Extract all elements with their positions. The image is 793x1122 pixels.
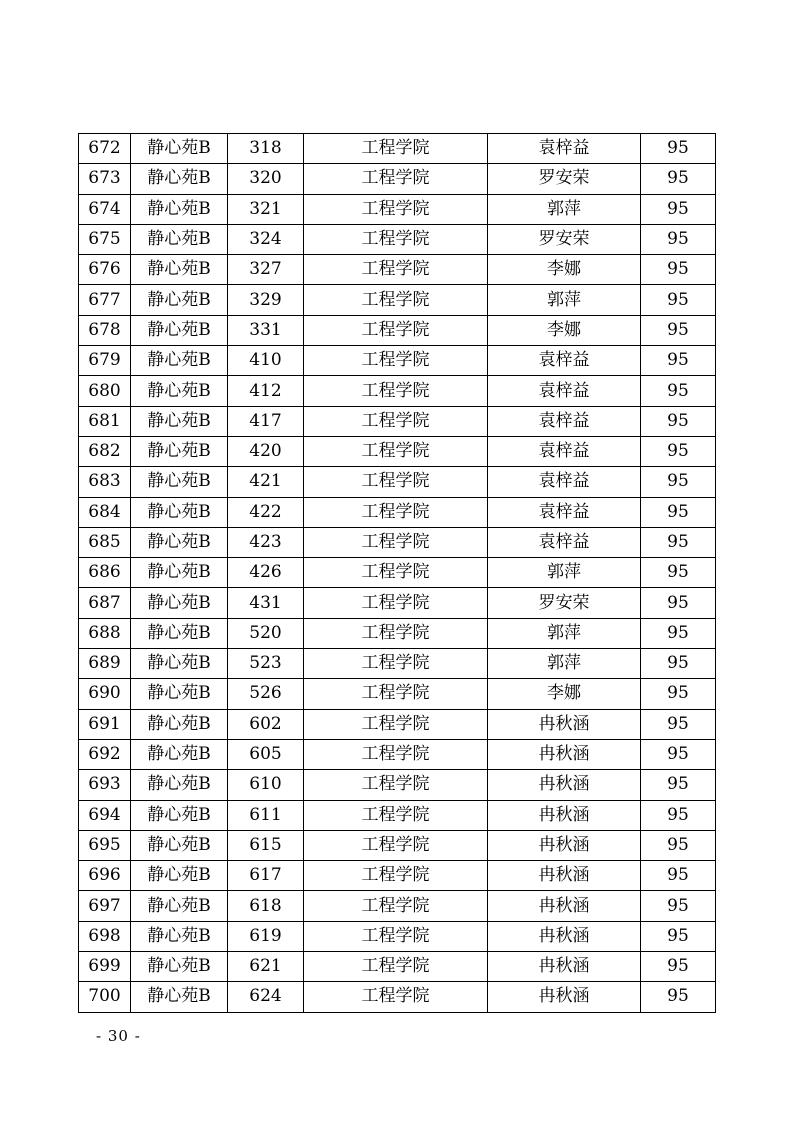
index-cell: 677 bbox=[79, 285, 131, 315]
score-cell: 95 bbox=[641, 497, 716, 527]
building-cell: 静心苑B bbox=[131, 497, 228, 527]
index-cell: 685 bbox=[79, 527, 131, 557]
page-number: - 30 - bbox=[96, 1027, 141, 1045]
index-cell: 688 bbox=[79, 618, 131, 648]
room-cell: 417 bbox=[228, 406, 304, 436]
inspector-cell: 冉秋涵 bbox=[488, 709, 641, 739]
college-cell: 工程学院 bbox=[304, 618, 488, 648]
room-cell: 423 bbox=[228, 527, 304, 557]
table-row bbox=[79, 224, 716, 254]
table-body bbox=[79, 134, 716, 1013]
score-cell: 95 bbox=[641, 406, 716, 436]
table-row bbox=[79, 467, 716, 497]
room-cell: 617 bbox=[228, 861, 304, 891]
score-cell: 95 bbox=[641, 588, 716, 618]
index-cell: 681 bbox=[79, 406, 131, 436]
building-cell: 静心苑B bbox=[131, 982, 228, 1012]
inspector-cell: 袁梓益 bbox=[488, 497, 641, 527]
table-row bbox=[79, 497, 716, 527]
room-cell: 331 bbox=[228, 315, 304, 345]
building-cell: 静心苑B bbox=[131, 527, 228, 557]
index-cell: 674 bbox=[79, 194, 131, 224]
college-cell: 工程学院 bbox=[304, 800, 488, 830]
inspector-cell: 冉秋涵 bbox=[488, 800, 641, 830]
building-cell: 静心苑B bbox=[131, 861, 228, 891]
table-row bbox=[79, 346, 716, 376]
college-cell: 工程学院 bbox=[304, 921, 488, 951]
table-row bbox=[79, 285, 716, 315]
inspector-cell: 袁梓益 bbox=[488, 527, 641, 557]
score-cell: 95 bbox=[641, 527, 716, 557]
college-cell: 工程学院 bbox=[304, 467, 488, 497]
room-cell: 610 bbox=[228, 770, 304, 800]
room-cell: 619 bbox=[228, 921, 304, 951]
college-cell: 工程学院 bbox=[304, 982, 488, 1012]
room-cell: 320 bbox=[228, 164, 304, 194]
building-cell: 静心苑B bbox=[131, 679, 228, 709]
college-cell: 工程学院 bbox=[304, 497, 488, 527]
building-cell: 静心苑B bbox=[131, 739, 228, 769]
building-cell: 静心苑B bbox=[131, 346, 228, 376]
college-cell: 工程学院 bbox=[304, 891, 488, 921]
score-cell: 95 bbox=[641, 830, 716, 860]
score-cell: 95 bbox=[641, 194, 716, 224]
table-row bbox=[79, 436, 716, 466]
table-row bbox=[79, 891, 716, 921]
index-cell: 694 bbox=[79, 800, 131, 830]
college-cell: 工程学院 bbox=[304, 527, 488, 557]
inspector-cell: 冉秋涵 bbox=[488, 830, 641, 860]
score-cell: 95 bbox=[641, 921, 716, 951]
score-cell: 95 bbox=[641, 285, 716, 315]
room-cell: 321 bbox=[228, 194, 304, 224]
index-cell: 700 bbox=[79, 982, 131, 1012]
building-cell: 静心苑B bbox=[131, 952, 228, 982]
room-cell: 318 bbox=[228, 134, 304, 164]
table-row bbox=[79, 164, 716, 194]
building-cell: 静心苑B bbox=[131, 618, 228, 648]
index-cell: 692 bbox=[79, 739, 131, 769]
room-cell: 324 bbox=[228, 224, 304, 254]
score-cell: 95 bbox=[641, 861, 716, 891]
index-cell: 672 bbox=[79, 134, 131, 164]
index-cell: 693 bbox=[79, 770, 131, 800]
score-cell: 95 bbox=[641, 558, 716, 588]
building-cell: 静心苑B bbox=[131, 436, 228, 466]
table-row bbox=[79, 982, 716, 1012]
table-row bbox=[79, 921, 716, 951]
index-cell: 676 bbox=[79, 255, 131, 285]
index-cell: 698 bbox=[79, 921, 131, 951]
score-cell: 95 bbox=[641, 739, 716, 769]
table-row bbox=[79, 830, 716, 860]
room-cell: 611 bbox=[228, 800, 304, 830]
table-row bbox=[79, 134, 716, 164]
college-cell: 工程学院 bbox=[304, 376, 488, 406]
inspector-cell: 袁梓益 bbox=[488, 346, 641, 376]
inspector-cell: 冉秋涵 bbox=[488, 982, 641, 1012]
table-row bbox=[79, 649, 716, 679]
inspector-cell: 罗安荣 bbox=[488, 164, 641, 194]
score-cell: 95 bbox=[641, 164, 716, 194]
building-cell: 静心苑B bbox=[131, 891, 228, 921]
college-cell: 工程学院 bbox=[304, 285, 488, 315]
building-cell: 静心苑B bbox=[131, 376, 228, 406]
score-cell: 95 bbox=[641, 709, 716, 739]
inspector-cell: 郭萍 bbox=[488, 558, 641, 588]
building-cell: 静心苑B bbox=[131, 255, 228, 285]
room-cell: 327 bbox=[228, 255, 304, 285]
index-cell: 682 bbox=[79, 436, 131, 466]
index-cell: 684 bbox=[79, 497, 131, 527]
inspector-cell: 袁梓益 bbox=[488, 467, 641, 497]
score-cell: 95 bbox=[641, 618, 716, 648]
score-cell: 95 bbox=[641, 891, 716, 921]
table-row bbox=[79, 194, 716, 224]
dormitory-score-table bbox=[78, 133, 716, 1013]
index-cell: 695 bbox=[79, 830, 131, 860]
college-cell: 工程学院 bbox=[304, 952, 488, 982]
inspector-cell: 冉秋涵 bbox=[488, 861, 641, 891]
college-cell: 工程学院 bbox=[304, 709, 488, 739]
building-cell: 静心苑B bbox=[131, 830, 228, 860]
inspector-cell: 袁梓益 bbox=[488, 376, 641, 406]
index-cell: 690 bbox=[79, 679, 131, 709]
building-cell: 静心苑B bbox=[131, 224, 228, 254]
inspector-cell: 冉秋涵 bbox=[488, 891, 641, 921]
building-cell: 静心苑B bbox=[131, 709, 228, 739]
building-cell: 静心苑B bbox=[131, 649, 228, 679]
index-cell: 675 bbox=[79, 224, 131, 254]
building-cell: 静心苑B bbox=[131, 164, 228, 194]
inspector-cell: 罗安荣 bbox=[488, 588, 641, 618]
table-row bbox=[79, 588, 716, 618]
college-cell: 工程学院 bbox=[304, 224, 488, 254]
table-row bbox=[79, 315, 716, 345]
score-cell: 95 bbox=[641, 467, 716, 497]
table-row bbox=[79, 618, 716, 648]
index-cell: 678 bbox=[79, 315, 131, 345]
index-cell: 680 bbox=[79, 376, 131, 406]
building-cell: 静心苑B bbox=[131, 921, 228, 951]
index-cell: 683 bbox=[79, 467, 131, 497]
inspector-cell: 冉秋涵 bbox=[488, 739, 641, 769]
inspector-cell: 李娜 bbox=[488, 679, 641, 709]
building-cell: 静心苑B bbox=[131, 315, 228, 345]
room-cell: 605 bbox=[228, 739, 304, 769]
score-cell: 95 bbox=[641, 134, 716, 164]
table-row bbox=[79, 527, 716, 557]
inspector-cell: 冉秋涵 bbox=[488, 921, 641, 951]
table-row bbox=[79, 770, 716, 800]
room-cell: 526 bbox=[228, 679, 304, 709]
room-cell: 420 bbox=[228, 436, 304, 466]
room-cell: 412 bbox=[228, 376, 304, 406]
score-cell: 95 bbox=[641, 255, 716, 285]
room-cell: 615 bbox=[228, 830, 304, 860]
inspector-cell: 袁梓益 bbox=[488, 406, 641, 436]
score-cell: 95 bbox=[641, 952, 716, 982]
score-cell: 95 bbox=[641, 649, 716, 679]
table-row bbox=[79, 376, 716, 406]
table-row bbox=[79, 739, 716, 769]
room-cell: 410 bbox=[228, 346, 304, 376]
room-cell: 426 bbox=[228, 558, 304, 588]
college-cell: 工程学院 bbox=[304, 679, 488, 709]
college-cell: 工程学院 bbox=[304, 739, 488, 769]
building-cell: 静心苑B bbox=[131, 467, 228, 497]
score-cell: 95 bbox=[641, 800, 716, 830]
building-cell: 静心苑B bbox=[131, 194, 228, 224]
room-cell: 602 bbox=[228, 709, 304, 739]
college-cell: 工程学院 bbox=[304, 861, 488, 891]
inspector-cell: 郭萍 bbox=[488, 285, 641, 315]
college-cell: 工程学院 bbox=[304, 436, 488, 466]
table-row bbox=[79, 558, 716, 588]
college-cell: 工程学院 bbox=[304, 649, 488, 679]
index-cell: 686 bbox=[79, 558, 131, 588]
room-cell: 520 bbox=[228, 618, 304, 648]
index-cell: 687 bbox=[79, 588, 131, 618]
score-cell: 95 bbox=[641, 436, 716, 466]
college-cell: 工程学院 bbox=[304, 315, 488, 345]
inspector-cell: 郭萍 bbox=[488, 618, 641, 648]
college-cell: 工程学院 bbox=[304, 255, 488, 285]
inspector-cell: 袁梓益 bbox=[488, 436, 641, 466]
table-row bbox=[79, 952, 716, 982]
score-cell: 95 bbox=[641, 679, 716, 709]
room-cell: 523 bbox=[228, 649, 304, 679]
room-cell: 329 bbox=[228, 285, 304, 315]
room-cell: 624 bbox=[228, 982, 304, 1012]
score-cell: 95 bbox=[641, 346, 716, 376]
college-cell: 工程学院 bbox=[304, 164, 488, 194]
score-cell: 95 bbox=[641, 315, 716, 345]
room-cell: 621 bbox=[228, 952, 304, 982]
college-cell: 工程学院 bbox=[304, 194, 488, 224]
building-cell: 静心苑B bbox=[131, 770, 228, 800]
inspector-cell: 冉秋涵 bbox=[488, 770, 641, 800]
index-cell: 699 bbox=[79, 952, 131, 982]
college-cell: 工程学院 bbox=[304, 346, 488, 376]
building-cell: 静心苑B bbox=[131, 800, 228, 830]
index-cell: 696 bbox=[79, 861, 131, 891]
score-cell: 95 bbox=[641, 770, 716, 800]
college-cell: 工程学院 bbox=[304, 406, 488, 436]
index-cell: 697 bbox=[79, 891, 131, 921]
inspector-cell: 罗安荣 bbox=[488, 224, 641, 254]
college-cell: 工程学院 bbox=[304, 770, 488, 800]
score-cell: 95 bbox=[641, 982, 716, 1012]
college-cell: 工程学院 bbox=[304, 830, 488, 860]
college-cell: 工程学院 bbox=[304, 558, 488, 588]
inspector-cell: 李娜 bbox=[488, 315, 641, 345]
inspector-cell: 郭萍 bbox=[488, 194, 641, 224]
index-cell: 689 bbox=[79, 649, 131, 679]
building-cell: 静心苑B bbox=[131, 285, 228, 315]
building-cell: 静心苑B bbox=[131, 134, 228, 164]
building-cell: 静心苑B bbox=[131, 558, 228, 588]
inspector-cell: 李娜 bbox=[488, 255, 641, 285]
room-cell: 421 bbox=[228, 467, 304, 497]
room-cell: 422 bbox=[228, 497, 304, 527]
score-cell: 95 bbox=[641, 224, 716, 254]
table-row bbox=[79, 861, 716, 891]
room-cell: 618 bbox=[228, 891, 304, 921]
inspector-cell: 袁梓益 bbox=[488, 134, 641, 164]
inspector-cell: 郭萍 bbox=[488, 649, 641, 679]
index-cell: 691 bbox=[79, 709, 131, 739]
building-cell: 静心苑B bbox=[131, 406, 228, 436]
inspector-cell: 冉秋涵 bbox=[488, 952, 641, 982]
table-row bbox=[79, 406, 716, 436]
table-row bbox=[79, 800, 716, 830]
index-cell: 679 bbox=[79, 346, 131, 376]
table-row bbox=[79, 709, 716, 739]
room-cell: 431 bbox=[228, 588, 304, 618]
index-cell: 673 bbox=[79, 164, 131, 194]
college-cell: 工程学院 bbox=[304, 134, 488, 164]
table-row bbox=[79, 679, 716, 709]
table-row bbox=[79, 255, 716, 285]
score-cell: 95 bbox=[641, 376, 716, 406]
building-cell: 静心苑B bbox=[131, 588, 228, 618]
college-cell: 工程学院 bbox=[304, 588, 488, 618]
